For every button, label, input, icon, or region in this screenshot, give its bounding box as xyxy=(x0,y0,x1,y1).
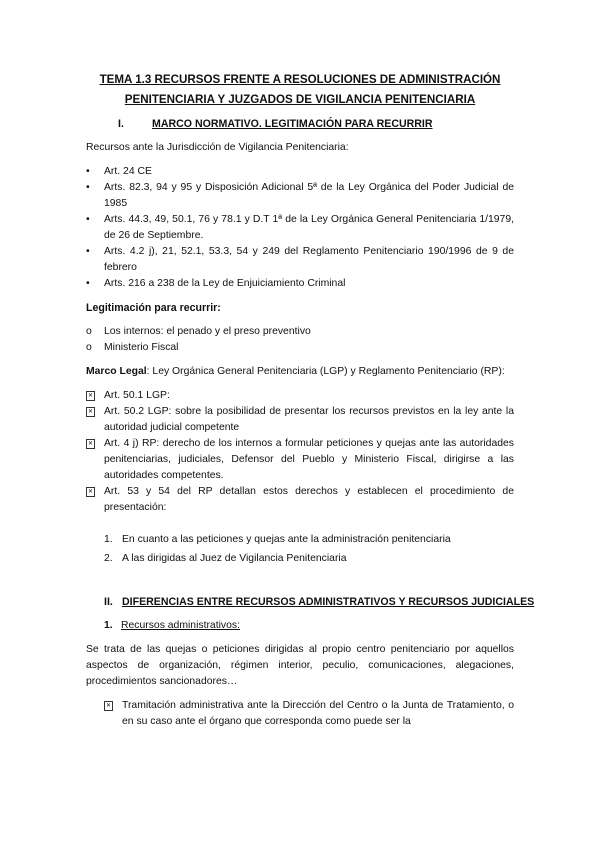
item-text: A las dirigidas al Juez de Vigilancia Penitenciaria xyxy=(122,553,347,564)
list-item xyxy=(86,244,514,276)
item-text: Ministerio Fiscal xyxy=(104,342,179,353)
list-item xyxy=(104,549,514,568)
item-text: Tramitación administrativa ante la Dirección del Centro o la Junta de Tratamiento, o en su caso ante el órgano que corresponda como puede ser la xyxy=(122,700,514,727)
document-title xyxy=(60,70,540,110)
section-number: II. xyxy=(104,596,113,608)
item-text: Arts. 44.3, 49, 50.1, 76 y 78.1 y D.T 1ª de la Ley Orgánica General Penitenciaria 1/1979, de 26 de Septiembre. xyxy=(104,214,514,241)
list-item xyxy=(86,436,514,484)
marco-legal-list xyxy=(86,388,514,516)
item-text: Art. 53 y 54 del RP detallan estos derechos y establecen el procedimiento de presentación: xyxy=(104,486,514,513)
legal-sources-list xyxy=(86,164,514,292)
list-item xyxy=(104,530,514,549)
item-text: Arts. 216 a 238 de la Ley de Enjuiciamiento Criminal xyxy=(104,278,346,289)
item-text: Los internos: el penado y el preso preventivo xyxy=(104,326,311,337)
title-line: TEMA 1.3 RECURSOS FRENTE A RESOLUCIONES DE ADMINISTRACIÓN xyxy=(99,73,501,86)
marco-text: : Ley Orgánica General Penitenciaria (LGP) y Reglamento Penitenciario (RP): xyxy=(146,366,505,377)
item-number: 2. xyxy=(104,553,113,564)
item-text: Art. 50.1 LGP: xyxy=(104,390,170,401)
item-text: En cuanto a las peticiones y quejas ante la administración penitenciaria xyxy=(122,534,451,545)
list-item xyxy=(104,698,514,730)
subsection-heading xyxy=(104,618,514,634)
numbered-list xyxy=(104,530,514,568)
item-text: Arts. 4.2 j), 21, 52.1, 53.3, 54 y 249 del Reglamento Penitenciario 190/1996 de 9 de febrero xyxy=(104,246,514,273)
item-text: Art. 50.2 LGP: sobre la posibilidad de presentar los recursos previstos en la ley ante la autoridad judicial competente xyxy=(104,406,514,433)
bullet-icon: • xyxy=(86,166,90,177)
list-item xyxy=(86,340,514,356)
section-title: DIFERENCIAS ENTRE RECURSOS ADMINISTRATIVOS Y RECURSOS JUDICIALES xyxy=(122,596,535,608)
subsection-title: Recursos administrativos: xyxy=(121,620,240,631)
paragraph: Se trata de las quejas o peticiones dirigidas al propio centro penitenciario por aquellos aspectos de organización, régimen interior, peculio, comunicaciones, alegaciones, procedimientos sancionadores… xyxy=(86,644,514,687)
checkbox-bullet-icon: ✕ xyxy=(87,489,94,495)
legitimation-list xyxy=(86,324,514,356)
section-1-heading xyxy=(118,116,538,132)
list-item xyxy=(86,180,514,212)
section-2-heading xyxy=(104,594,544,610)
list-item xyxy=(86,212,514,244)
bullet-icon: • xyxy=(86,278,90,289)
procedure-list xyxy=(104,698,514,730)
subsection-number: 1. xyxy=(104,620,113,631)
checkbox-bullet-icon: ✕ xyxy=(105,703,112,709)
item-text: Art. 24 CE xyxy=(104,166,152,177)
checkbox-bullet-icon: ✕ xyxy=(87,441,94,447)
item-text: Art. 4 j) RP: derecho de los internos a formular peticiones y quejas ante las autoridades penitenciarias, judiciales, Defensor del Pueblo y Ministerio Fiscal, dirigirse a las autoridades competentes. xyxy=(104,438,514,481)
list-item xyxy=(86,276,514,292)
section-title: MARCO NORMATIVO. LEGITIMACIÓN PARA RECURRIR xyxy=(152,118,433,130)
list-item xyxy=(86,164,514,180)
checkbox-bullet-icon: ✕ xyxy=(87,393,94,399)
bullet-icon: • xyxy=(86,246,90,257)
list-item xyxy=(86,388,514,404)
list-item xyxy=(86,404,514,436)
circle-bullet-icon: o xyxy=(86,326,92,337)
bullet-icon: • xyxy=(86,214,90,225)
intro-text: Recursos ante la Jurisdicción de Vigilancia Penitenciaria: xyxy=(86,142,349,153)
checkbox-bullet-icon: ✕ xyxy=(87,409,94,415)
marco-label: Marco Legal xyxy=(86,366,147,377)
marco-legal-paragraph xyxy=(86,364,514,380)
list-item xyxy=(86,324,514,340)
legitimation-label: Legitimación para recurrir: xyxy=(86,302,221,314)
section-number: I. xyxy=(118,118,124,130)
item-number: 1. xyxy=(104,534,113,545)
item-text: Arts. 82.3, 94 y 95 y Disposición Adicional 5ª de la Ley Orgánica del Poder Judicial de 1985 xyxy=(104,182,514,209)
list-item xyxy=(86,484,514,516)
title-line: PENITENCIARIA Y JUZGADOS DE VIGILANCIA PENITENCIARIA xyxy=(124,93,476,106)
bullet-icon: • xyxy=(86,182,90,193)
circle-bullet-icon: o xyxy=(86,342,92,353)
